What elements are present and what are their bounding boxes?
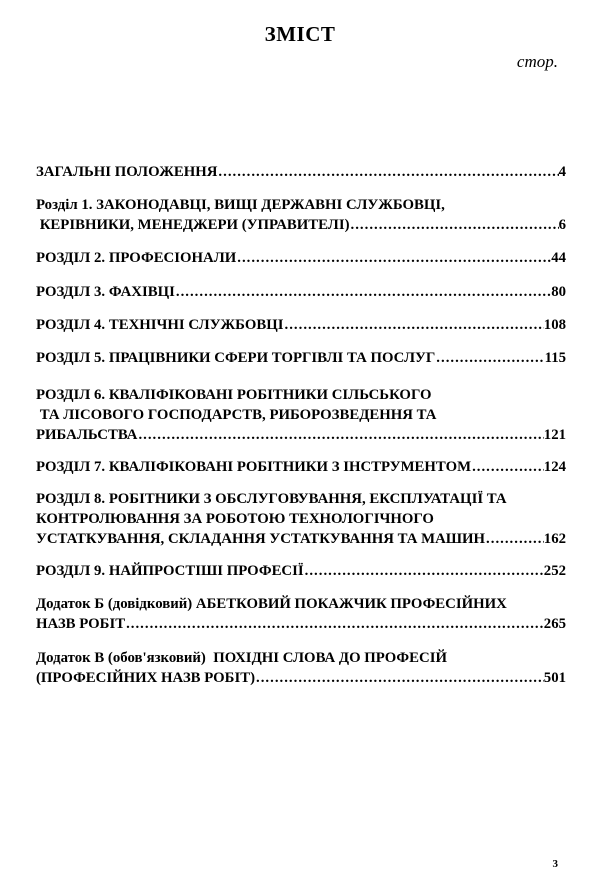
page-number: 3 xyxy=(552,858,558,870)
toc-entry-title-line: Додаток В (обов'язковий) ПОХІДНІ СЛОВА ДО ПРОФЕСІЙ xyxy=(36,650,447,666)
toc-entry xyxy=(36,162,566,182)
dot-leader xyxy=(217,162,558,182)
toc-entry-final-line xyxy=(36,425,566,445)
toc-entry-title-line: Розділ 1. ЗАКОНОДАВЦІ, ВИЩІ ДЕРЖАВНІ СЛУЖБОВЦІ, xyxy=(36,197,445,213)
toc-entry-page: 162 xyxy=(543,531,566,547)
toc-entry-title-line: РОЗДІЛ 6. КВАЛІФІКОВАНІ РОБІТНИКИ СІЛЬСЬКОГО xyxy=(36,387,432,403)
toc-entry-final-line xyxy=(36,315,566,335)
dot-leader xyxy=(125,614,544,634)
toc-entry xyxy=(36,561,566,581)
toc-entry xyxy=(36,594,566,634)
dot-leader xyxy=(435,348,544,368)
dot-leader xyxy=(471,457,544,477)
toc-entry-page: 501 xyxy=(543,670,566,686)
dot-leader xyxy=(284,315,544,335)
toc-entry-page: 121 xyxy=(543,427,566,443)
toc-entry-title-line: РОЗДІЛ 5. ПРАЦІВНИКИ СФЕРИ ТОРГІВЛІ ТА ПОСЛУГ xyxy=(36,350,436,366)
toc-entry-title-line: (ПРОФЕСІЙНИХ НАЗВ РОБІТ) xyxy=(36,670,256,686)
toc-entry-title-line: КОНТРОЛЮВАННЯ ЗА РОБОТОЮ ТЕХНОЛОГІЧНОГО xyxy=(36,511,434,527)
toc-entry-page: 252 xyxy=(543,563,566,579)
toc-entry-title-line: РОЗДІЛ 2. ПРОФЕСІОНАЛИ xyxy=(36,250,237,266)
toc-entry-page: 4 xyxy=(558,164,566,180)
toc-entry xyxy=(36,489,566,549)
toc-entry-page: 80 xyxy=(551,284,566,300)
toc-entry-title-line: РИБАЛЬСТВА xyxy=(36,427,138,443)
toc-entry-page: 6 xyxy=(558,217,566,233)
toc-entry-page: 44 xyxy=(551,250,566,266)
toc-entry-final-line xyxy=(36,561,566,581)
toc-entry-title-line: РОЗДІЛ 3. ФАХІВЦІ xyxy=(36,284,175,300)
dot-leader xyxy=(255,668,544,688)
toc-entry-page: 108 xyxy=(543,317,566,333)
toc-entry xyxy=(36,282,566,302)
dot-leader xyxy=(350,215,559,235)
toc-entry-title-line: РОЗДІЛ 7. КВАЛІФІКОВАНІ РОБІТНИКИ З ІНСТРУМЕНТОМ xyxy=(36,459,472,475)
toc-entry xyxy=(36,195,566,235)
toc-entry-page: 265 xyxy=(543,616,566,632)
toc-entry-final-line xyxy=(36,215,566,235)
toc-entry-page: 115 xyxy=(544,350,566,366)
toc-entry-final-line xyxy=(36,348,566,368)
toc-entry xyxy=(36,248,566,268)
toc-entry-title-line: ТА ЛІСОВОГО ГОСПОДАРСТВ, РИБОРОЗВЕДЕННЯ ТА xyxy=(36,407,437,423)
toc-entry-title-line: Додаток Б (довідковий) АБЕТКОВИЙ ПОКАЖЧИК ПРОФЕСІЙНИХ xyxy=(36,596,507,612)
toc-entry-page: 124 xyxy=(543,459,566,475)
toc-entry-final-line xyxy=(36,162,566,182)
toc-entry-final-line xyxy=(36,529,566,549)
toc-entry xyxy=(36,315,566,335)
table-of-contents xyxy=(36,150,566,688)
toc-entry-title-line: УСТАТКУВАННЯ, СКЛАДАННЯ УСТАТКУВАННЯ ТА МАШИН xyxy=(36,531,486,547)
dot-leader xyxy=(485,529,544,549)
toc-entry-final-line xyxy=(36,457,566,477)
dot-leader xyxy=(304,561,544,581)
dot-leader xyxy=(175,282,551,302)
toc-entry xyxy=(36,348,566,368)
dot-leader xyxy=(236,248,551,268)
page-title: ЗМІСТ xyxy=(264,22,336,46)
toc-entry-final-line xyxy=(36,282,566,302)
page-column-label: стор. xyxy=(516,52,558,71)
toc-entry-title-line: РОЗДІЛ 9. НАЙПРОСТІШІ ПРОФЕСІЇ xyxy=(36,563,304,579)
toc-entry xyxy=(36,385,566,445)
toc-entry-final-line xyxy=(36,614,566,634)
toc-entry-title-line: ЗАГАЛЬНІ ПОЛОЖЕННЯ xyxy=(36,164,218,180)
toc-entry-final-line xyxy=(36,668,566,688)
toc-entry-title-line: РОЗДІЛ 4. ТЕХНІЧНІ СЛУЖБОВЦІ xyxy=(36,317,284,333)
toc-entry-title-line: КЕРІВНИКИ, МЕНЕДЖЕРИ (УПРАВИТЕЛІ) xyxy=(36,217,350,233)
toc-entry-title-line: НАЗВ РОБІТ xyxy=(36,616,126,632)
toc-entry-final-line xyxy=(36,248,566,268)
toc-entry xyxy=(36,457,566,477)
toc-entry xyxy=(36,648,566,688)
toc-entry-title-line: РОЗДІЛ 8. РОБІТНИКИ З ОБСЛУГОВУВАННЯ, ЕКСПЛУАТАЦІЇ ТА xyxy=(36,491,507,507)
dot-leader xyxy=(137,425,543,445)
